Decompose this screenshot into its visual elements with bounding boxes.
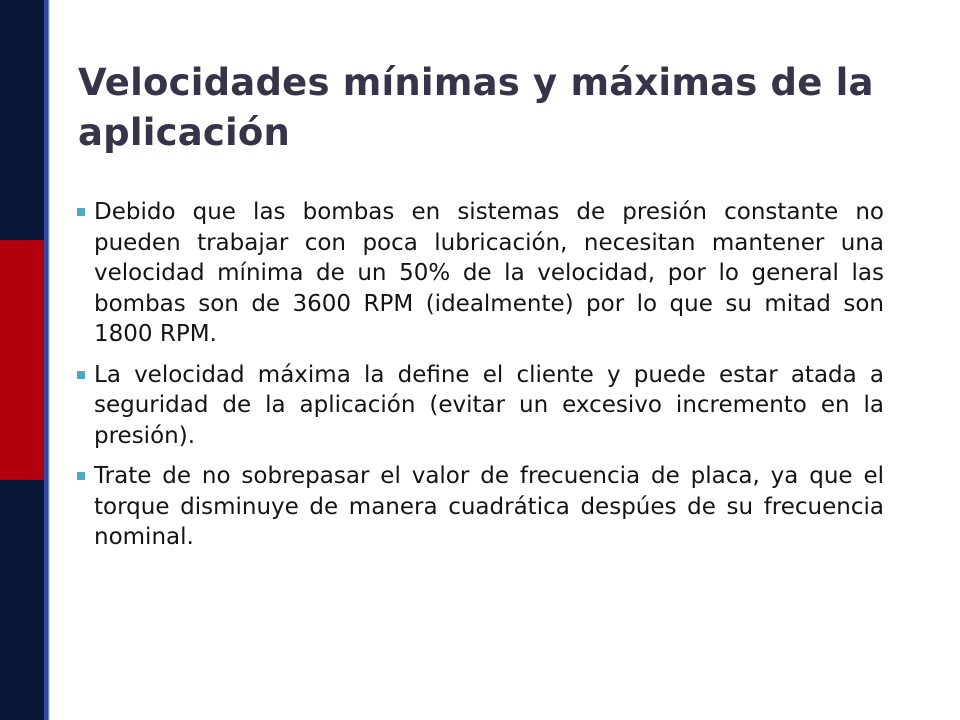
bullet-text: La velocidad máxima la define el cliente y puede estar atada a seguridad de la aplicación (evitar un excesivo incremento en la presión). [94,361,884,449]
side-decoration-bar [0,0,50,720]
sidebar-blue-stripe [44,0,50,720]
sidebar-red-block [0,240,44,480]
bullet-item-maximum-speed [74,360,884,452]
bullet-item-plate-frequency [74,461,884,553]
sidebar-navy-top-block [0,0,44,240]
square-bullet-icon [77,208,85,216]
bullet-text: Trate de no sobrepasar el valor de frecuencia de placa, ya que el torque disminuye de manera cuadrática despúes de su frecuencia nominal. [94,463,884,550]
bullet-item-minimum-speed [74,197,884,350]
slide-title: Velocidades mínimas y máximas de la aplicación [78,61,874,154]
bullet-text: Debido que las bombas en sistemas de presión constante no pueden trabajar con poca lubricación, necesitan mantener una velocidad mínima de un 50% de la velocidad, por lo general las bombas son de 3600 RPM (idealmente) por lo que su mitad son 1800 RPM. [94,199,884,347]
square-bullet-icon [77,371,85,379]
sidebar-navy-bottom-block [0,480,44,720]
square-bullet-icon [77,472,85,480]
bullet-list [74,197,884,563]
